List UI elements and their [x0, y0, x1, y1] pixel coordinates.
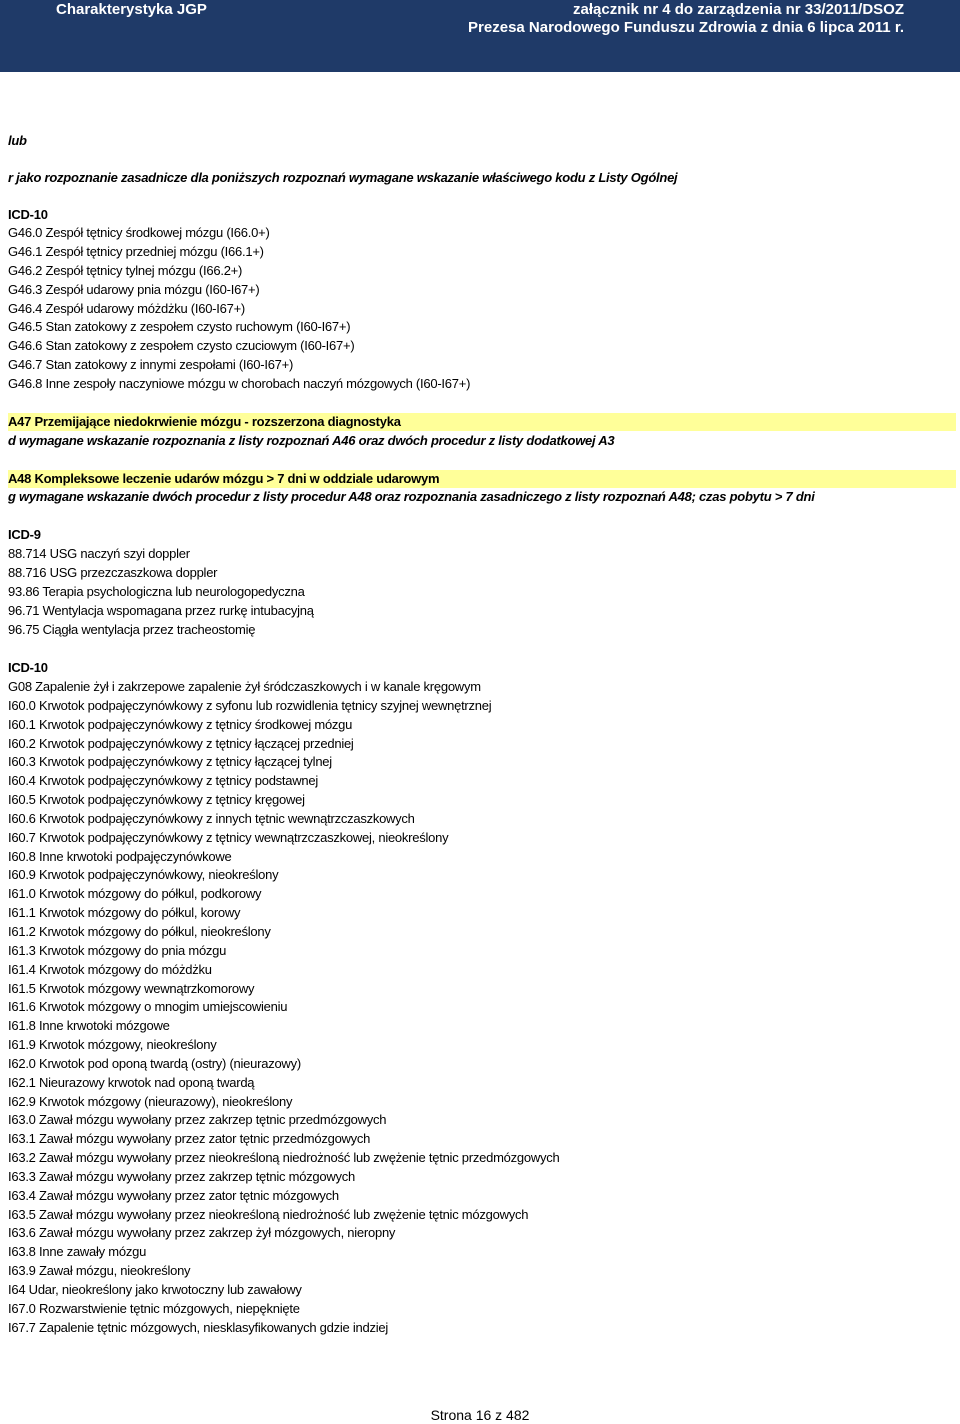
icd10-item: I60.6 Krwotok podpajęczynówkowy z innych tętnic wewnątrzczaszkowych [8, 811, 415, 826]
g46-item: G46.5 Stan zatokowy z zespołem czysto ruchowym (I60-I67+) [8, 319, 351, 334]
g46-item: G46.6 Stan zatokowy z zespołem czysto czuciowym (I60-I67+) [8, 338, 355, 353]
icd10-item: I67.7 Zapalenie tętnic mózgowych, niesklasyfikowanych gdzie indziej [8, 1320, 388, 1335]
icd10-item: I62.1 Nieurazowy krwotok nad oponą twardą [8, 1075, 255, 1090]
icd10-item: I63.5 Zawał mózgu wywołany przez nieokreśloną niedrożność lub zwężenie tętnic mózgowych [8, 1207, 529, 1222]
header-ordinance [468, 1, 904, 37]
a47-note: d wymagane wskazanie rozpoznania z listy rozpoznań A46 oraz dwóch procedur z listy dodatkowej A3 [8, 433, 615, 448]
icd9-item: 88.716 USG przezczaszkowa doppler [8, 565, 218, 580]
lub-label: lub [8, 133, 27, 148]
icd10-item: I60.9 Krwotok podpajęczynówkowy, nieokreślony [8, 867, 279, 882]
g46-item: G46.1 Zespół tętnicy przedniej mózgu (I66.1+) [8, 244, 264, 259]
a48-note: g wymagane wskazanie dwóch procedur z listy procedur A48 oraz rozpoznania zasadniczego z listy rozpoznań A48; czas pobytu > 7 dni [8, 489, 815, 504]
icd9-item: 93.86 Terapia psychologiczna lub neurologopedyczna [8, 584, 305, 599]
icd10-item: I60.4 Krwotok podpajęczynówkowy z tętnicy podstawnej [8, 773, 319, 788]
icd10-item: I61.5 Krwotok mózgowy wewnątrzkomorowy [8, 981, 255, 996]
icd10-item: I63.9 Zawał mózgu, nieokreślony [8, 1263, 191, 1278]
icd10-label-1: ICD-10 [8, 207, 48, 222]
icd10-item: I61.9 Krwotok mózgowy, nieokreślony [8, 1037, 217, 1052]
icd9-item: 96.71 Wentylacja wspomagana przez rurkę intubacyjną [8, 603, 314, 618]
icd10-item: I61.3 Krwotok mózgowy do pnia mózgu [8, 943, 227, 958]
icd10-item: I64 Udar, nieokreślony jako krwotoczny lub zawałowy [8, 1282, 302, 1297]
header-line-2: Prezesa Narodowego Funduszu Zdrowia z dnia 6 lipca 2011 r. [468, 19, 904, 36]
icd10-item: I61.1 Krwotok mózgowy do półkul, korowy [8, 905, 241, 920]
page-number: Strona 16 z 482 [430, 1407, 530, 1423]
g46-item: G46.3 Zespół udarowy pnia mózgu (I60-I67+) [8, 282, 260, 297]
intro-note: r jako rozpoznanie zasadnicze dla poniższych rozpoznań wymagane wskazanie właściwego kodu z Listy Ogólnej [8, 170, 678, 185]
icd10-item: I61.6 Krwotok mózgowy o mnogim umiejscowieniu [8, 999, 288, 1014]
icd10-item: I61.0 Krwotok mózgowy do półkul, podkorowy [8, 886, 262, 901]
icd10-item: I60.5 Krwotok podpajęczynówkowy z tętnicy kręgowej [8, 792, 305, 807]
icd10-item: I60.3 Krwotok podpajęczynówkowy z tętnicy łączącej tylnej [8, 754, 332, 769]
icd10-item: I63.0 Zawał mózgu wywołany przez zakrzep tętnic przedmózgowych [8, 1112, 387, 1127]
a47-title [8, 413, 956, 431]
icd10-item: I62.0 Krwotok pod oponą twardą (ostry) (nieurazowy) [8, 1056, 301, 1071]
icd9-item: 88.714 USG naczyń szyi doppler [8, 546, 190, 561]
icd10-item: G08 Zapalenie żył i zakrzepowe zapalenie żył śródczaszkowych i w kanale kręgowym [8, 679, 481, 694]
icd10-item: I63.3 Zawał mózgu wywołany przez zakrzep tętnic mózgowych [8, 1169, 356, 1184]
g46-item: G46.0 Zespół tętnicy środkowej mózgu (I66.0+) [8, 225, 270, 240]
icd10-item: I61.2 Krwotok mózgowy do półkul, nieokreślony [8, 924, 271, 939]
icd10-item: I60.2 Krwotok podpajęczynówkowy z tętnicy łączącej przedniej [8, 736, 354, 751]
icd10-item: I60.0 Krwotok podpajęczynówkowy z syfonu lub rozwidlenia tętnicy szyjnej wewnętrznej [8, 698, 492, 713]
g46-item: G46.4 Zespół udarowy móżdżku (I60-I67+) [8, 301, 246, 316]
icd10-item: I60.1 Krwotok podpajęczynówkowy z tętnicy środkowej mózgu [8, 717, 353, 732]
icd10-item: I60.7 Krwotok podpajęczynówkowy z tętnicy wewnątrzczaszkowej, nieokreślony [8, 830, 449, 845]
a47-title-text: A47 Przemijające niedokrwienie mózgu - rozszerzona diagnostyka [8, 414, 401, 429]
icd10-item: I63.1 Zawał mózgu wywołany przez zator tętnic przedmózgowych [8, 1131, 371, 1146]
icd10-item: I61.4 Krwotok mózgowy do móżdżku [8, 962, 212, 977]
a48-title-text: A48 Kompleksowe leczenie udarów mózgu > 7 dni w oddziale udarowym [8, 471, 440, 486]
icd10-item: I61.8 Inne krwotoki mózgowe [8, 1018, 170, 1033]
icd10-item: I67.0 Rozwarstwienie tętnic mózgowych, niepęknięte [8, 1301, 300, 1316]
icd10-item: I63.8 Inne zawały mózgu [8, 1244, 147, 1259]
g46-item: G46.2 Zespół tętnicy tylnej mózgu (I66.2+) [8, 263, 243, 278]
header-line-1: załącznik nr 4 do zarządzenia nr 33/2011/DSOZ [573, 1, 904, 18]
icd9-label: ICD-9 [8, 527, 41, 542]
page-header [0, 0, 960, 72]
g46-item: G46.7 Stan zatokowy z innymi zespołami (I60-I67+) [8, 357, 294, 372]
icd10-item: I63.4 Zawał mózgu wywołany przez zator tętnic mózgowych [8, 1188, 339, 1203]
icd10-item: I60.8 Inne krwotoki podpajęczynówkowe [8, 849, 232, 864]
icd9-item: 96.75 Ciągła wentylacja przez tracheostomię [8, 622, 256, 637]
a48-title [8, 470, 956, 488]
icd10-item: I62.9 Krwotok mózgowy (nieurazowy), nieokreślony [8, 1094, 293, 1109]
icd10-item: I63.6 Zawał mózgu wywołany przez zakrzep żył mózgowych, nieropny [8, 1225, 396, 1240]
g46-item: G46.8 Inne zespoły naczyniowe mózgu w chorobach naczyń mózgowych (I60-I67+) [8, 376, 471, 391]
icd10-item: I63.2 Zawał mózgu wywołany przez nieokreśloną niedrożność lub zwężenie tętnic przedmózgowych [8, 1150, 560, 1165]
header-title: Charakterystyka JGP [56, 1, 207, 18]
icd10-label-2: ICD-10 [8, 660, 48, 675]
